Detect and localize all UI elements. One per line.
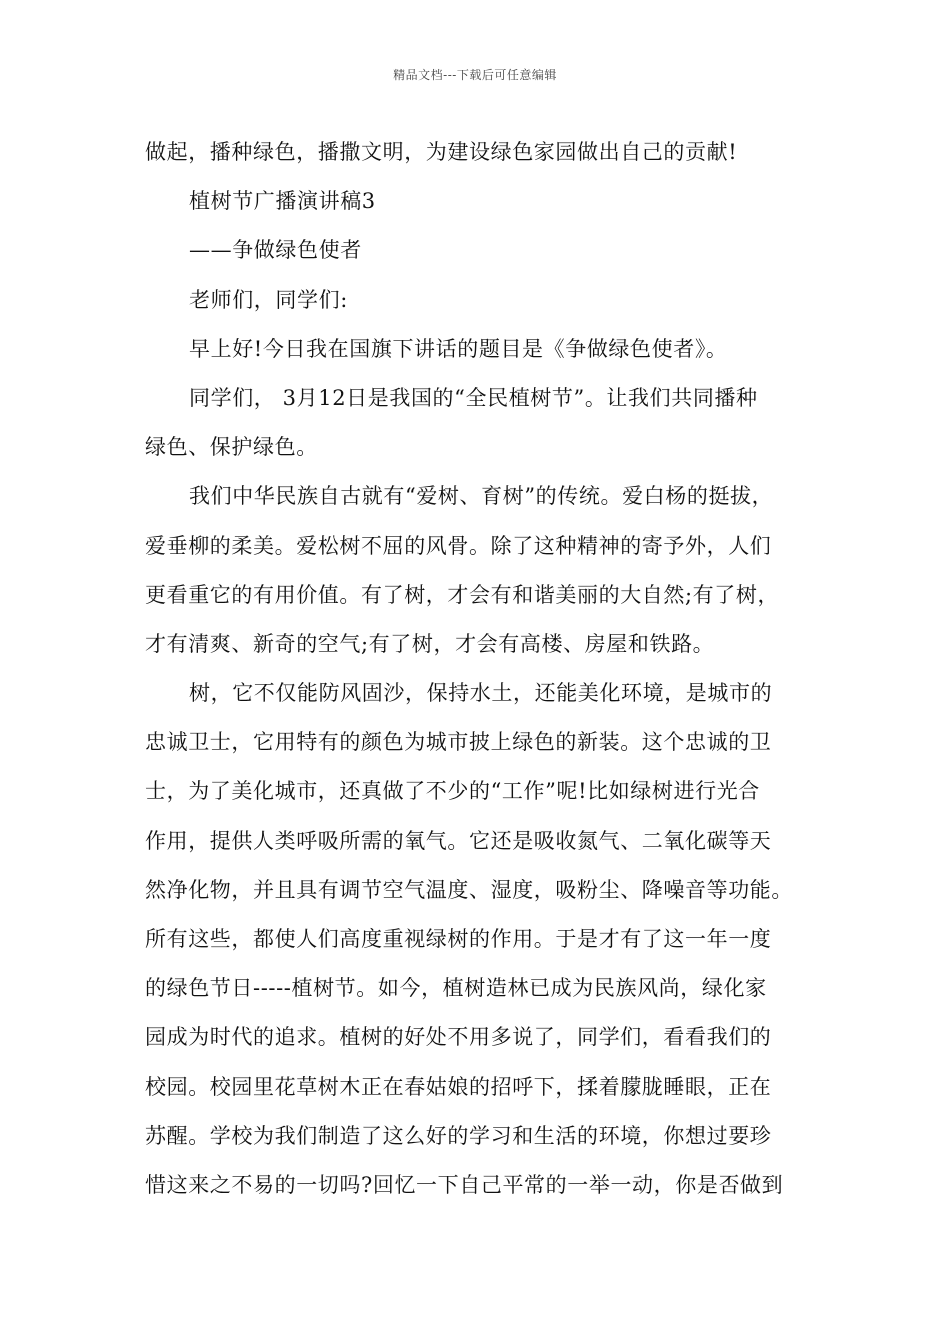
text-line: 更看重它的有用价值。有了树，才会有和谐美丽的大自然;有了树， (145, 582, 780, 607)
text-line: 树，它不仅能防风固沙，保持水土，还能美化环境，是城市的 (189, 681, 773, 706)
text-line: 作用，提供人类呼吸所需的氧气。它还是吸收氮气、二氧化碳等天 (145, 828, 772, 853)
text-line: 绿色、保护绿色。 (145, 435, 318, 460)
text-line: 才有清爽、新奇的空气;有了树，才会有高楼、房屋和铁路。 (145, 631, 715, 656)
text-line: 的绿色节日-----植树节。如今，植树造林已成为民族风尚，绿化家 (145, 976, 767, 1001)
text-line: 忠诚卫士，它用特有的颜色为城市披上绿色的新装。这个忠诚的卫 (145, 730, 772, 755)
speech-subtitle: ——争做绿色使者 (189, 238, 362, 263)
text-line: 惜这来之不易的一切吗?回忆一下自己平常的一举一动，你是否做到 (145, 1172, 784, 1197)
document-body (145, 128, 825, 1210)
text-line: 早上好!今日我在国旗下讲话的题目是《争做绿色使者》。 (189, 336, 728, 361)
text-line: 园成为时代的追求。植树的好处不用多说了，同学们，看看我们的 (145, 1025, 772, 1050)
page-header: 精品文档---下载后可任意编辑 (393, 68, 557, 82)
salutation: 老师们，同学们: (189, 287, 348, 312)
text-line: 苏醒。学校为我们制造了这么好的学习和生活的环境，你想过要珍 (145, 1123, 772, 1148)
speech-title: 植树节广播演讲稿3 (189, 189, 376, 214)
text-line: 爱垂柳的柔美。爱松树不屈的风骨。除了这种精神的寄予外，人们 (145, 533, 772, 558)
text-line: 我们中华民族自古就有“爱树、育树”的传统。爱白杨的挺拔， (189, 484, 774, 509)
text-line: 做起，播种绿色，播撒文明，为建设绿色家园做出自己的贡献! (145, 140, 738, 164)
text-line: 校园。校园里花草树木正在春姑娘的招呼下，揉着朦胧睡眼，正在 (145, 1074, 772, 1099)
text-line: 士，为了美化城市，还真做了不少的“工作”呢!比如绿树进行光合 (145, 779, 760, 804)
text-line: 所有这些，都使人们高度重视绿树的作用。于是才有了这一年一度 (145, 927, 772, 951)
text-line: 然净化物，并且具有调节空气温度、湿度，吸粉尘、降噪音等功能。 (145, 877, 793, 902)
text-line: 同学们， 3月12日是我国的“全民植树节”。让我们共同播种 (189, 385, 758, 410)
